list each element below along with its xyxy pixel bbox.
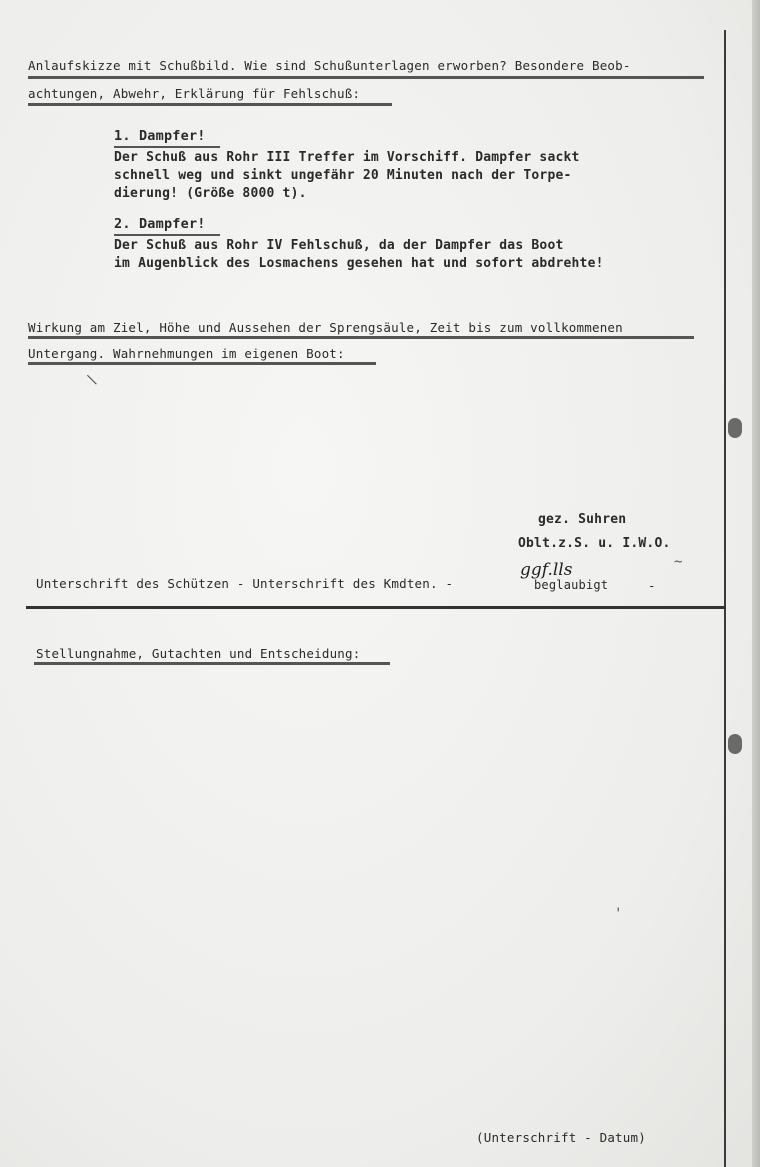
section2-heading-line2: Untergang. Wahrnehmungen im eigenen Boot:	[28, 346, 345, 361]
entry-line: Der Schuß aus Rohr IV Fehlschuß, da der Dampfer das Boot	[114, 238, 564, 253]
signature-date-label: (Unterschrift - Datum)	[476, 1130, 646, 1145]
entry-title-underline	[114, 234, 220, 236]
heading-underline	[28, 336, 694, 339]
heading-underline	[28, 103, 392, 106]
entry-line: im Augenblick des Losmachens gesehen hat und sofort abdrehte!	[114, 256, 604, 271]
section1-heading-line1: Anlaufskizze mit Schußbild. Wie sind Schußunterlagen erworben? Besondere Beob-	[28, 58, 631, 73]
heading-underline	[34, 662, 390, 665]
section3-heading: Stellungnahme, Gutachten und Entscheidung:	[36, 646, 361, 661]
certified-dash: -	[648, 578, 656, 593]
section1-heading-line2: achtungen, Abwehr, Erklärung für Fehlschuß:	[28, 86, 361, 101]
handwritten-initials: ggf.lls	[520, 560, 573, 580]
margin-rule	[724, 30, 726, 1167]
entry-line: schnell weg und sinkt ungefähr 20 Minuten nach der Torpe-	[114, 168, 572, 183]
section-separator	[26, 606, 726, 609]
heading-underline	[28, 76, 704, 79]
punch-hole-icon	[728, 418, 742, 438]
entry-title-underline	[114, 146, 220, 148]
punch-hole-icon	[728, 734, 742, 754]
stray-mark: '	[614, 906, 623, 922]
certified-label: beglaubigt	[534, 578, 609, 592]
heading-underline	[28, 362, 376, 365]
paper-edge	[752, 0, 760, 1167]
section2-heading-line1: Wirkung am Ziel, Höhe und Aussehen der Sprengsäule, Zeit bis zum vollkommenen	[28, 320, 623, 335]
entry-title: 2. Dampfer!	[114, 216, 206, 232]
entry-title: 1. Dampfer!	[114, 128, 206, 144]
signature-footer-label: Unterschrift des Schützen - Unterschrift des Kmdten. -	[36, 576, 454, 591]
stray-mark: ~	[674, 554, 683, 570]
signed-name: gez. Suhren	[538, 512, 627, 527]
signer-rank: Oblt.z.S. u. I.W.O.	[518, 536, 671, 551]
entry-line: dierung! (Größe 8000 t).	[114, 186, 307, 201]
stray-mark: \	[85, 371, 99, 389]
entry-line: Der Schuß aus Rohr III Treffer im Vorschiff. Dampfer sackt	[114, 150, 580, 165]
